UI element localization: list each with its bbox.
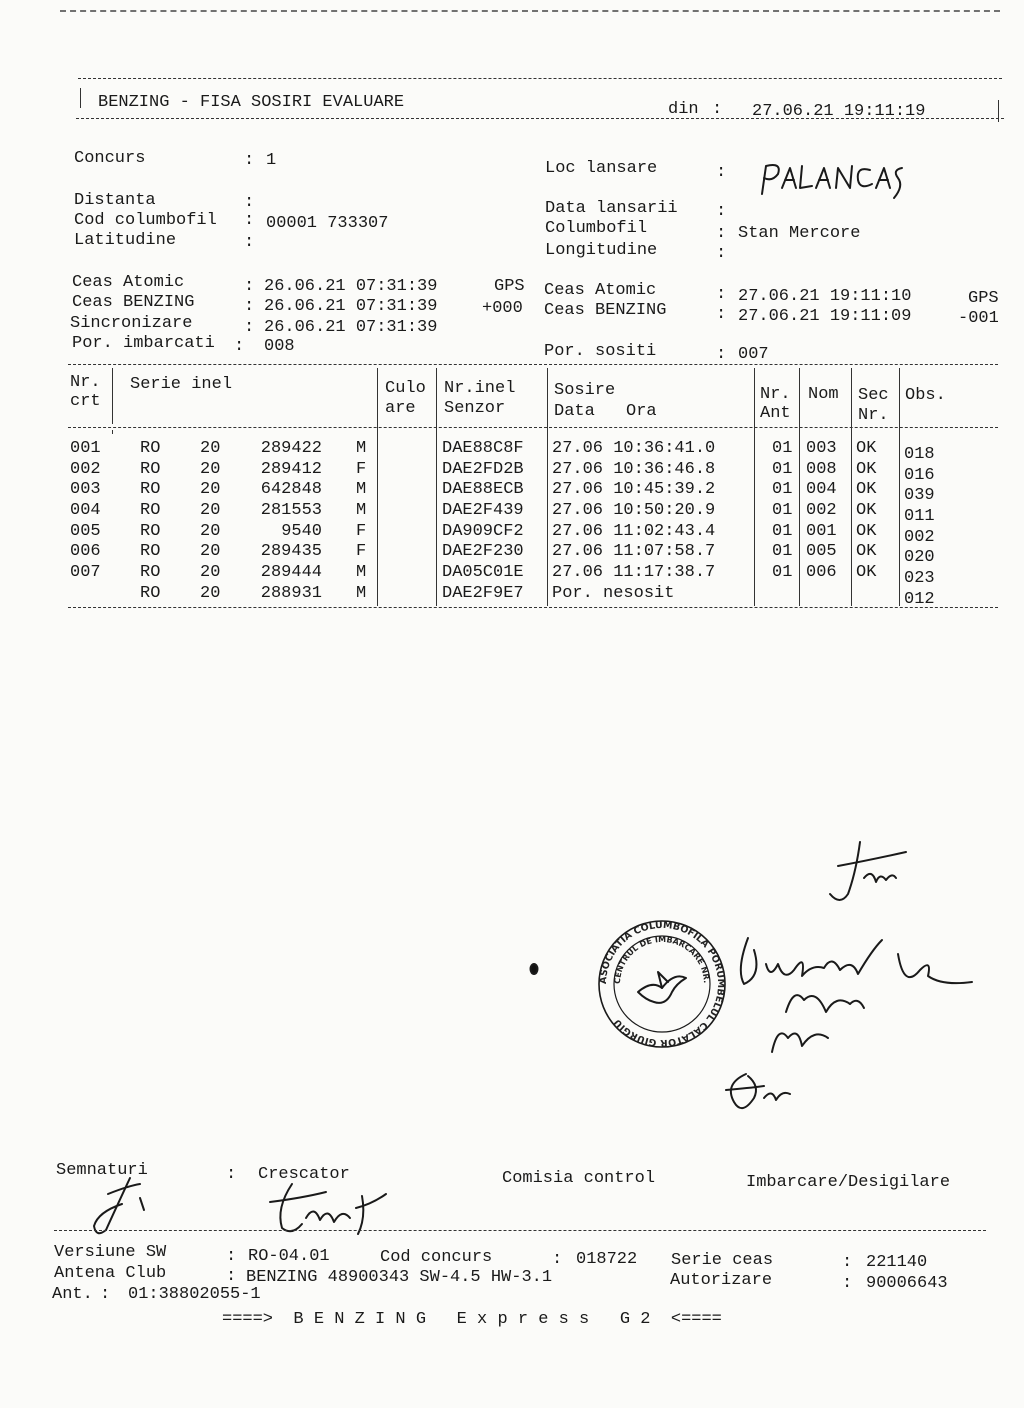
ink-dot bbox=[528, 962, 540, 976]
concurs-label: Concurs bbox=[74, 149, 146, 168]
antena-club-value: BENZING 48900343 SW-4.5 HW-3.1 bbox=[246, 1268, 553, 1287]
cell-ring-number: 289444 bbox=[260, 562, 322, 582]
cell-arrival: 27.06 11:17:38.7 bbox=[552, 562, 716, 582]
ceas-benzing-start-value: 26.06.21 07:31:39 bbox=[264, 297, 438, 316]
cod-columbofil-label: Cod columbofil bbox=[74, 211, 217, 230]
cell-country: RO bbox=[140, 480, 161, 500]
cell-year: 20 bbox=[200, 542, 221, 562]
cell-ring-number: 289412 bbox=[260, 459, 322, 479]
columbofil-value: Stan Mercore bbox=[738, 224, 861, 243]
cell-arrival: 27.06 10:36:41.0 bbox=[552, 439, 716, 458]
cell-sex: F bbox=[356, 459, 367, 479]
versiune-sw-label: Versiune SW bbox=[54, 1243, 167, 1262]
ceas-atomic-end-value: 27.06.21 19:11:10 bbox=[738, 287, 912, 306]
por-sositi-value: 007 bbox=[738, 345, 769, 364]
ceas-benzing-end-value: 27.06.21 19:11:09 bbox=[738, 307, 912, 326]
cell-country: RO bbox=[140, 542, 161, 562]
signature-scribble-2 bbox=[732, 930, 982, 1060]
scan-artifact-line bbox=[60, 10, 1000, 12]
table-row bbox=[0, 459, 1024, 485]
sincronizare-value: 26.06.21 07:31:39 bbox=[264, 318, 438, 337]
cell-country: RO bbox=[140, 500, 161, 520]
cell-arrival: 27.06 11:07:58.7 bbox=[552, 542, 716, 562]
latitudine-label: Latitudine bbox=[74, 231, 177, 250]
cell-arrival: 27.06 10:45:39.2 bbox=[552, 480, 716, 500]
cell-nom: 008 bbox=[806, 459, 837, 479]
crescator-label: Crescator bbox=[258, 1165, 350, 1184]
ant-label: Ant. bbox=[52, 1285, 93, 1304]
ceas-atomic-end-suffix: GPS bbox=[968, 289, 999, 308]
header-top-rule bbox=[78, 78, 1002, 79]
table-row bbox=[0, 521, 1024, 547]
header-culoare: Culo bbox=[385, 379, 426, 398]
dove-icon bbox=[638, 976, 686, 1003]
din-value: 27.06.21 19:11:19 bbox=[752, 102, 926, 121]
cod-concurs-value: 018722 bbox=[576, 1250, 638, 1269]
cell-nr-ant: 01 bbox=[772, 562, 793, 582]
table-row bbox=[0, 480, 1024, 506]
header-serie-inel: Serie inel bbox=[130, 375, 233, 394]
cell-sex: M bbox=[356, 480, 367, 500]
cell-country: RO bbox=[140, 562, 161, 582]
cell-year: 20 bbox=[200, 583, 221, 603]
cell-year: 20 bbox=[200, 500, 221, 520]
cell-obs: 002 bbox=[904, 527, 935, 547]
longitudine-label: Longitudine bbox=[545, 241, 658, 260]
header-obs: Obs. bbox=[905, 386, 946, 405]
cell-nr-crt: 006 bbox=[70, 542, 101, 562]
distanta-label: Distanta bbox=[74, 191, 156, 210]
imbarcare-desigilare-label: Imbarcare/Desigilare bbox=[746, 1173, 951, 1192]
columbofil-label: Columbofil bbox=[545, 219, 648, 238]
cell-nr-ant: 01 bbox=[772, 480, 793, 500]
header-nr-ant: Nr. bbox=[760, 385, 791, 404]
cell-nr-crt: 004 bbox=[70, 500, 101, 520]
serie-ceas-value: 221140 bbox=[866, 1253, 928, 1272]
cell-obs: 018 bbox=[904, 445, 935, 464]
cell-nr-crt: 001 bbox=[70, 439, 101, 458]
din-label: din bbox=[668, 100, 699, 119]
semnaturi-label: Semnaturi bbox=[56, 1161, 148, 1180]
header-left-border bbox=[80, 88, 81, 108]
header-nom: Nom bbox=[808, 385, 839, 404]
cell-nom: 005 bbox=[806, 542, 837, 562]
serie-ceas-label: Serie ceas bbox=[671, 1251, 774, 1270]
sincronizare-label: Sincronizare bbox=[70, 314, 193, 333]
signature-scribble-1 bbox=[820, 838, 912, 908]
header-nr-inel-senzor: Nr.inel bbox=[444, 379, 516, 398]
cell-sec: OK bbox=[856, 480, 877, 500]
cell-sensor: DAE2FD2B bbox=[442, 459, 524, 479]
cell-sec: OK bbox=[856, 562, 877, 582]
table-header-rule bbox=[68, 427, 998, 428]
benzing-express-banner: ====> B E N Z I N G E x p r e s s G 2 <==== bbox=[222, 1310, 722, 1329]
signature-crescator bbox=[88, 1172, 160, 1238]
cell-nr-crt: 002 bbox=[70, 459, 101, 479]
cell-ring-number: 289435 bbox=[260, 542, 322, 562]
cell-sec: OK bbox=[856, 521, 877, 541]
ceas-atomic-start-label: Ceas Atomic bbox=[72, 273, 185, 292]
cell-sensor: DA05C01E bbox=[442, 562, 524, 582]
signature-scribble-3 bbox=[720, 1068, 792, 1124]
table-row bbox=[0, 542, 1024, 568]
cell-sex: M bbox=[356, 500, 367, 520]
cell-ring-number: 281553 bbox=[260, 500, 322, 520]
ceas-benzing-end-label: Ceas BENZING bbox=[544, 301, 667, 320]
cell-nom: 006 bbox=[806, 562, 837, 582]
cell-obs: 023 bbox=[904, 568, 935, 588]
cod-concurs-label: Cod concurs bbox=[380, 1248, 493, 1267]
cell-nr-crt: 003 bbox=[70, 480, 101, 500]
cell-sex: M bbox=[356, 439, 367, 458]
cell-year: 20 bbox=[200, 439, 221, 458]
ceas-benzing-start-suffix: +000 bbox=[482, 299, 523, 318]
cell-sec: OK bbox=[856, 439, 877, 458]
data-lansarii-label: Data lansarii bbox=[545, 199, 678, 218]
stamp-outer-text: ASOCIATIA COLUMBOFILA PORUMBELUL CALATOR GIURGIU bbox=[597, 919, 727, 1049]
autorizare-value: 90006643 bbox=[866, 1274, 948, 1293]
cell-sensor: DAE88ECB bbox=[442, 480, 524, 500]
cell-country: RO bbox=[140, 521, 161, 541]
cell-sex: M bbox=[356, 583, 367, 603]
cell-sex: F bbox=[356, 521, 367, 541]
cell-year: 20 bbox=[200, 521, 221, 541]
ceas-benzing-end-suffix: -001 bbox=[958, 309, 999, 328]
cell-nr-ant: 01 bbox=[772, 542, 793, 562]
document-title: BENZING - FISA SOSIRI EVALUARE bbox=[98, 93, 405, 112]
cell-nr-crt: 005 bbox=[70, 521, 101, 541]
cell-nr-crt: 007 bbox=[70, 562, 101, 582]
ceas-atomic-end-label: Ceas Atomic bbox=[544, 281, 657, 300]
versiune-sw-value: RO-04.01 bbox=[248, 1247, 330, 1266]
cell-country: RO bbox=[140, 459, 161, 479]
cell-nom: 001 bbox=[806, 521, 837, 541]
por-imbarcati-label: Por. imbarcati bbox=[72, 334, 215, 353]
table-bottom-rule bbox=[68, 607, 998, 608]
cell-obs: 039 bbox=[904, 486, 935, 506]
footer-rule bbox=[54, 1230, 986, 1231]
cell-nom: 002 bbox=[806, 500, 837, 520]
cell-sec: OK bbox=[856, 542, 877, 562]
loc-lansare-handwritten bbox=[756, 158, 906, 202]
cell-sec: OK bbox=[856, 500, 877, 520]
header-bottom-rule bbox=[76, 118, 1004, 119]
cell-arrival: Por. nesosit bbox=[552, 583, 675, 603]
table-row bbox=[0, 583, 1024, 609]
header-nr-crt: Nr. bbox=[70, 373, 101, 392]
cell-sex: F bbox=[356, 542, 367, 562]
cell-country: RO bbox=[140, 583, 161, 603]
table-row bbox=[0, 562, 1024, 588]
cell-sensor: DAE2F230 bbox=[442, 542, 524, 562]
cell-nr-ant: 01 bbox=[772, 459, 793, 479]
cell-arrival: 27.06 10:36:46.8 bbox=[552, 459, 716, 479]
cell-sec: OK bbox=[856, 459, 877, 479]
cod-columbofil-value: 00001 733307 bbox=[266, 214, 389, 233]
por-sositi-label: Por. sositi bbox=[544, 342, 657, 361]
header-sosire: Sosire bbox=[554, 381, 616, 400]
cell-nr-ant: 01 bbox=[772, 500, 793, 520]
cell-sensor: DAE2F439 bbox=[442, 500, 524, 520]
autorizare-label: Autorizare bbox=[670, 1271, 773, 1290]
cell-nom: 004 bbox=[806, 480, 837, 500]
cell-obs: 012 bbox=[904, 589, 935, 609]
cell-arrival: 27.06 10:50:20.9 bbox=[552, 500, 716, 520]
cell-obs: 020 bbox=[904, 548, 935, 568]
stamp-inner-text: CENTRUL DE IMBARCARE NR. bbox=[612, 934, 712, 985]
concurs-value: 1 bbox=[266, 151, 277, 170]
cell-year: 20 bbox=[200, 459, 221, 479]
association-stamp bbox=[596, 918, 728, 1050]
cell-nr-ant: 01 bbox=[772, 439, 793, 458]
table-top-rule bbox=[68, 364, 998, 365]
ant-value: 01:38802055-1 bbox=[128, 1285, 261, 1304]
cell-obs: 016 bbox=[904, 465, 935, 485]
cell-year: 20 bbox=[200, 480, 221, 500]
cell-country: RO bbox=[140, 439, 161, 458]
loc-lansare-label: Loc lansare bbox=[545, 159, 658, 178]
cell-ring-number: 9540 bbox=[281, 521, 322, 541]
cell-arrival: 27.06 11:02:43.4 bbox=[552, 521, 716, 541]
cell-sensor: DA909CF2 bbox=[442, 521, 524, 541]
antena-club-label: Antena Club bbox=[54, 1264, 167, 1283]
cell-obs: 011 bbox=[904, 506, 935, 526]
ceas-benzing-start-label: Ceas BENZING bbox=[72, 293, 195, 312]
table-row bbox=[0, 439, 1024, 464]
cell-ring-number: 289422 bbox=[260, 439, 322, 458]
header-sosire-ora: Ora bbox=[626, 402, 657, 421]
header-sosire-data: Data bbox=[554, 402, 595, 421]
ceas-atomic-start-value: 26.06.21 07:31:39 bbox=[264, 277, 438, 296]
cell-ring-number: 642848 bbox=[260, 480, 322, 500]
por-imbarcati-value: 008 bbox=[264, 337, 295, 356]
cell-sensor: DAE88C8F bbox=[442, 439, 524, 458]
cell-sex: M bbox=[356, 562, 367, 582]
cell-year: 20 bbox=[200, 562, 221, 582]
cell-ring-number: 288931 bbox=[260, 583, 322, 603]
ceas-atomic-start-suffix: GPS bbox=[494, 277, 525, 296]
header-sec-nr: Sec bbox=[858, 386, 889, 405]
cell-nr-ant: 01 bbox=[772, 521, 793, 541]
table-row bbox=[0, 500, 1024, 526]
cell-nom: 003 bbox=[806, 439, 837, 458]
comisia-control-label: Comisia control bbox=[502, 1169, 656, 1188]
cell-sensor: DAE2F9E7 bbox=[442, 583, 524, 603]
